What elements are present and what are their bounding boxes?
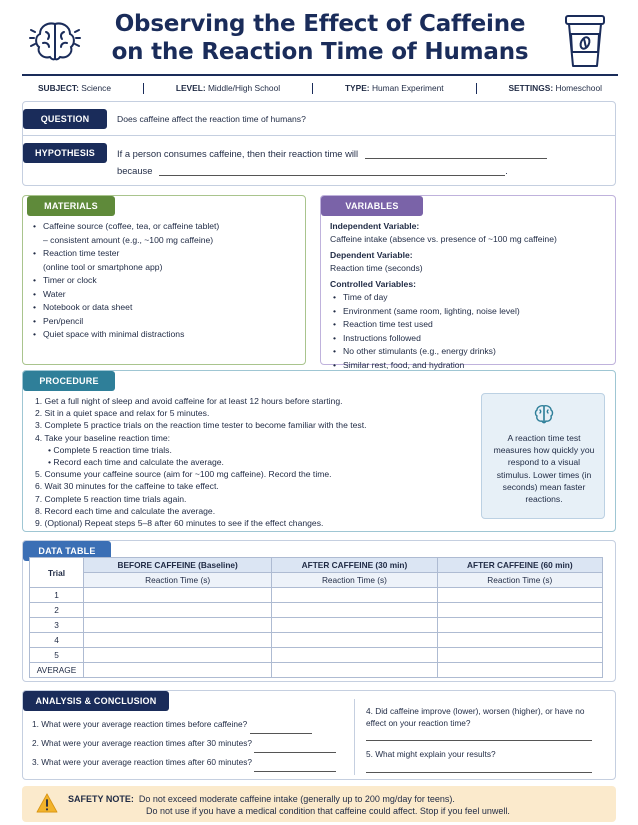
answer-blank[interactable] bbox=[366, 759, 592, 773]
column-header: AFTER CAFFEINE (60 min) bbox=[437, 558, 602, 573]
warning-icon bbox=[36, 793, 58, 813]
analysis-question: 5. What might explain your results? bbox=[366, 749, 496, 759]
controlled-variable-item: • Environment (same room, lighting, noise level) bbox=[333, 305, 612, 319]
title-divider bbox=[22, 74, 618, 76]
controlled-variable-item: • Similar rest, food, and hydration bbox=[333, 359, 612, 373]
analysis-question: 3. What were your average reaction times after 60 minutes? bbox=[32, 753, 350, 772]
row-label: 5 bbox=[30, 648, 84, 663]
materials-list bbox=[33, 220, 301, 342]
meta-divider bbox=[143, 83, 144, 94]
table-cell[interactable] bbox=[437, 648, 602, 663]
procedure-substep: • Record each time and calculate the average. bbox=[48, 457, 224, 468]
hypothesis-label: HYPOTHESIS bbox=[23, 143, 107, 163]
analysis-right bbox=[366, 705, 602, 773]
procedure-substep: • Complete 5 reaction time trials. bbox=[48, 444, 172, 455]
materials-item: • Reaction time tester (online tool or smartphone app) bbox=[33, 247, 301, 274]
row-label: 2 bbox=[30, 603, 84, 618]
hypothesis-blank-1[interactable] bbox=[365, 158, 547, 159]
meta-subject-value: Science bbox=[81, 83, 112, 93]
table-cell[interactable] bbox=[437, 603, 602, 618]
divider bbox=[23, 135, 615, 136]
table-cell[interactable] bbox=[84, 663, 272, 678]
data-table-label: DATA TABLE bbox=[23, 541, 111, 561]
table-cell[interactable] bbox=[84, 648, 272, 663]
meta-settings bbox=[508, 83, 602, 93]
meta-type-label: TYPE: bbox=[344, 83, 370, 93]
meta-settings-value: Homeschool bbox=[555, 83, 602, 93]
page-title bbox=[100, 10, 540, 66]
table-cell[interactable] bbox=[272, 618, 437, 633]
column-subheader: Reaction Time (s) bbox=[272, 573, 437, 588]
safety-line-1: Do not exceed moderate caffeine intake (generally up to 200 mg/day for teens). bbox=[138, 794, 455, 804]
answer-blank[interactable] bbox=[254, 771, 336, 772]
materials-item-subtext: – consistent amount (e.g., ~100 mg caffeine) bbox=[43, 234, 214, 245]
safety-line-2: Do not use if you have a medical condition that caffeine could affect. Stop if you feel unwell. bbox=[146, 806, 510, 816]
table-cell[interactable] bbox=[272, 648, 437, 663]
hypothesis-text-2: because bbox=[117, 165, 153, 176]
table-cell[interactable] bbox=[272, 663, 437, 678]
table-cell[interactable] bbox=[437, 588, 602, 603]
table-cell[interactable] bbox=[84, 618, 272, 633]
procedure-step: 6. Wait 30 minutes for the caffeine to take effect. bbox=[35, 481, 219, 492]
meta-bar bbox=[22, 80, 618, 96]
analysis-box bbox=[22, 690, 616, 780]
materials-item-subtext: (online tool or smartphone app) bbox=[43, 261, 163, 272]
table-cell[interactable] bbox=[84, 588, 272, 603]
procedure-step: 9. (Optional) Repeat steps 5–8 after 60 minutes to see if the effect changes. bbox=[35, 518, 324, 529]
meta-level bbox=[176, 83, 280, 93]
procedure-step: 8. Record each time and calculate the average. bbox=[35, 505, 216, 516]
question-label: QUESTION bbox=[23, 109, 107, 129]
procedure-step: 5. Consume your caffeine source (aim for ~100 mg caffeine). Record the time. bbox=[35, 469, 332, 480]
materials-item: • Quiet space with minimal distractions bbox=[33, 328, 301, 342]
table-row bbox=[30, 588, 603, 603]
meta-subject bbox=[38, 83, 111, 93]
safety-label: SAFETY NOTE: bbox=[68, 794, 134, 804]
analysis-question: 1. What were your average reaction times before caffeine? bbox=[32, 715, 350, 734]
hypothesis-period: . bbox=[505, 165, 508, 176]
controlled-variables-list bbox=[333, 291, 612, 372]
column-subheader: Reaction Time (s) bbox=[84, 573, 272, 588]
question-text: Does caffeine affect the reaction time of humans? bbox=[117, 114, 306, 124]
data-table-wrap bbox=[29, 557, 603, 678]
column-subheader: Reaction Time (s) bbox=[437, 573, 602, 588]
meta-type-value: Human Experiment bbox=[371, 83, 444, 93]
safety-text-1 bbox=[68, 793, 455, 805]
title-line-2: on the Reaction Time of Humans bbox=[111, 39, 529, 65]
controlled-variables-label: Controlled Variables: bbox=[330, 279, 416, 289]
column-header: BEFORE CAFFEINE (Baseline) bbox=[84, 558, 272, 573]
table-cell[interactable] bbox=[272, 603, 437, 618]
table-row bbox=[30, 663, 603, 678]
table-cell[interactable] bbox=[437, 663, 602, 678]
row-label: AVERAGE bbox=[30, 663, 84, 678]
procedure-steps bbox=[35, 395, 475, 529]
materials-item: • Timer or clock bbox=[33, 274, 301, 288]
safety-note bbox=[22, 786, 616, 822]
table-cell[interactable] bbox=[437, 618, 602, 633]
meta-settings-label: SETTINGS: bbox=[508, 83, 554, 93]
table-cell[interactable] bbox=[272, 588, 437, 603]
header bbox=[22, 8, 618, 74]
table-row bbox=[30, 618, 603, 633]
table-row bbox=[30, 603, 603, 618]
procedure-step: 3. Complete 5 practice trials on the reaction time tester to become familiar with the test. bbox=[35, 420, 367, 431]
table-cell[interactable] bbox=[437, 633, 602, 648]
analysis-label: ANALYSIS & CONCLUSION bbox=[23, 691, 169, 711]
independent-variable-label: Independent Variable: bbox=[330, 221, 420, 231]
variables-box bbox=[320, 195, 616, 370]
procedure-note-text: A reaction time test measures how quickly you respond to a visual stimulus. Lower times (in seconds) mean faster reactions. bbox=[493, 433, 595, 505]
analysis-left bbox=[32, 715, 350, 772]
table-row bbox=[30, 633, 603, 648]
controlled-variable-item: • Time of day bbox=[333, 291, 612, 305]
title-line-1: Observing the Effect of Caffeine bbox=[114, 11, 526, 37]
controlled-variable-item: • Reaction time test used bbox=[333, 318, 612, 332]
table-cell[interactable] bbox=[84, 633, 272, 648]
controlled-variable-item: • Instructions followed bbox=[333, 332, 612, 346]
trial-header: Trial bbox=[30, 558, 84, 588]
hypothesis-line-1 bbox=[117, 148, 547, 159]
independent-variable-text: Caffeine intake (absence vs. presence of ~100 mg caffeine) bbox=[330, 234, 557, 244]
column-divider bbox=[354, 699, 355, 775]
procedure-step: 2. Sit in a quiet space and relax for 5 minutes. bbox=[35, 408, 210, 419]
table-cell[interactable] bbox=[84, 603, 272, 618]
column-header: AFTER CAFFEINE (30 min) bbox=[272, 558, 437, 573]
brain-icon bbox=[28, 14, 82, 68]
materials-item: • Pen/pencil bbox=[33, 315, 301, 329]
row-label: 4 bbox=[30, 633, 84, 648]
hypothesis-line-2 bbox=[117, 165, 508, 176]
data-table-box bbox=[22, 540, 616, 682]
procedure-step: 1. Get a full night of sleep and avoid caffeine for at least 12 hours before starting. bbox=[35, 396, 343, 406]
variables-content bbox=[330, 220, 612, 372]
procedure-step: 7. Complete 5 reaction time trials again. bbox=[35, 493, 187, 504]
dependent-variable-text: Reaction time (seconds) bbox=[330, 263, 423, 273]
coffee-cup-icon bbox=[558, 12, 612, 70]
meta-divider bbox=[476, 83, 477, 94]
materials-item: • Caffeine source (coffee, tea, or caffeine tablet) – consistent amount (e.g., ~100 mg caffeine) bbox=[33, 220, 301, 247]
materials-box bbox=[22, 195, 306, 365]
controlled-variable-item: • No other stimulants (e.g., energy drinks) bbox=[333, 345, 612, 359]
variables-label: VARIABLES bbox=[321, 196, 423, 216]
data-table bbox=[29, 557, 603, 678]
meta-level-value: Middle/High School bbox=[207, 83, 281, 93]
table-cell[interactable] bbox=[272, 633, 437, 648]
row-label: 1 bbox=[30, 588, 84, 603]
materials-item: • Water bbox=[33, 288, 301, 302]
meta-subject-label: SUBJECT: bbox=[37, 83, 79, 93]
meta-level-label: LEVEL: bbox=[175, 83, 206, 93]
materials-label: MATERIALS bbox=[27, 196, 115, 216]
analysis-question: 4. Did caffeine improve (lower), worsen (higher), or have no effect on your reaction time? bbox=[366, 706, 585, 728]
dependent-variable-label: Dependent Variable: bbox=[330, 250, 413, 260]
materials-item: • Notebook or data sheet bbox=[33, 301, 301, 315]
meta-divider bbox=[312, 83, 313, 94]
brain-icon bbox=[532, 402, 556, 426]
row-label: 3 bbox=[30, 618, 84, 633]
procedure-label: PROCEDURE bbox=[23, 371, 115, 391]
procedure-box bbox=[22, 370, 616, 532]
analysis-question: 2. What were your average reaction times after 30 minutes? bbox=[32, 734, 350, 753]
hypothesis-text-1: If a person consumes caffeine, then their reaction time will bbox=[117, 148, 359, 159]
meta-type bbox=[345, 83, 444, 93]
hypothesis-blank-2[interactable] bbox=[159, 175, 505, 176]
procedure-step: 4. Take your baseline reaction time: bbox=[35, 432, 171, 443]
question-hypothesis-box bbox=[22, 101, 616, 186]
procedure-note-card bbox=[481, 393, 605, 519]
answer-blank[interactable] bbox=[366, 729, 592, 741]
table-row bbox=[30, 648, 603, 663]
